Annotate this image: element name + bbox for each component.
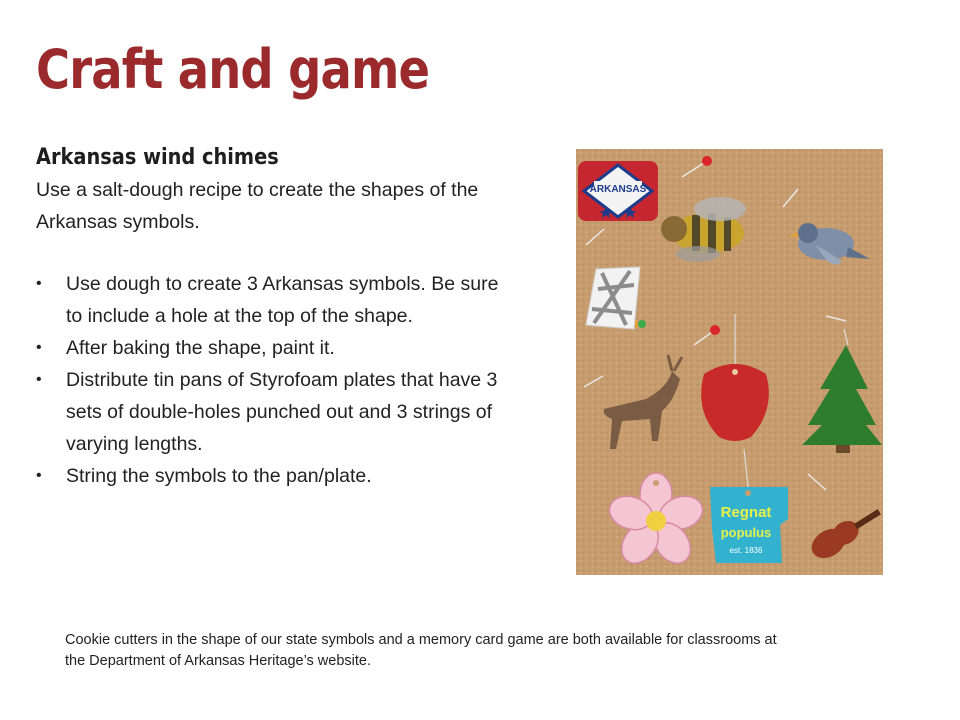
bullet-item <box>36 268 506 332</box>
footnote: Cookie cutters in the shape of our state symbols and a memory card game are both available for classrooms at the Department of Arkansas Heritage’s website. <box>65 632 777 669</box>
pin-head <box>638 320 646 328</box>
pin-head <box>710 325 720 335</box>
bullet-icon: • <box>36 467 42 484</box>
subheading: Arkansas wind chimes <box>36 145 279 170</box>
slide-title: Craft and game <box>36 38 430 101</box>
ornaments-photo <box>576 149 883 575</box>
bullet-icon: • <box>36 275 42 292</box>
pin-head <box>702 156 712 166</box>
bullet-item <box>36 460 506 492</box>
content-area <box>36 145 506 492</box>
ornaments-illustration <box>576 149 883 575</box>
bullet-item <box>36 332 506 364</box>
flag-ornament <box>578 161 658 221</box>
bullet-text: String the symbols to the pan/plate. <box>66 465 372 487</box>
bullet-icon: • <box>36 339 42 356</box>
bullet-list <box>36 268 506 492</box>
bullet-text: Use dough to create 3 Arkansas symbols. Be sure to include a hole at the top of the shape. <box>66 273 499 327</box>
motto-line1: Regnat <box>720 504 772 521</box>
motto-line3: est. 1836 <box>729 546 763 555</box>
bullet-icon: • <box>36 371 42 388</box>
bullet-text: After baking the shape, paint it. <box>66 337 335 359</box>
bullet-text: Distribute tin pans of Styrofoam plates that have 3 sets of double-holes punched out and 3 strings of varying lengths. <box>66 369 498 455</box>
bullet-item <box>36 364 506 460</box>
motto-line2: populus <box>720 525 772 540</box>
intro-text: Use a salt-dough recipe to create the shapes of the Arkansas symbols. <box>36 179 479 233</box>
flag-text: ARKANSAS <box>589 184 647 195</box>
